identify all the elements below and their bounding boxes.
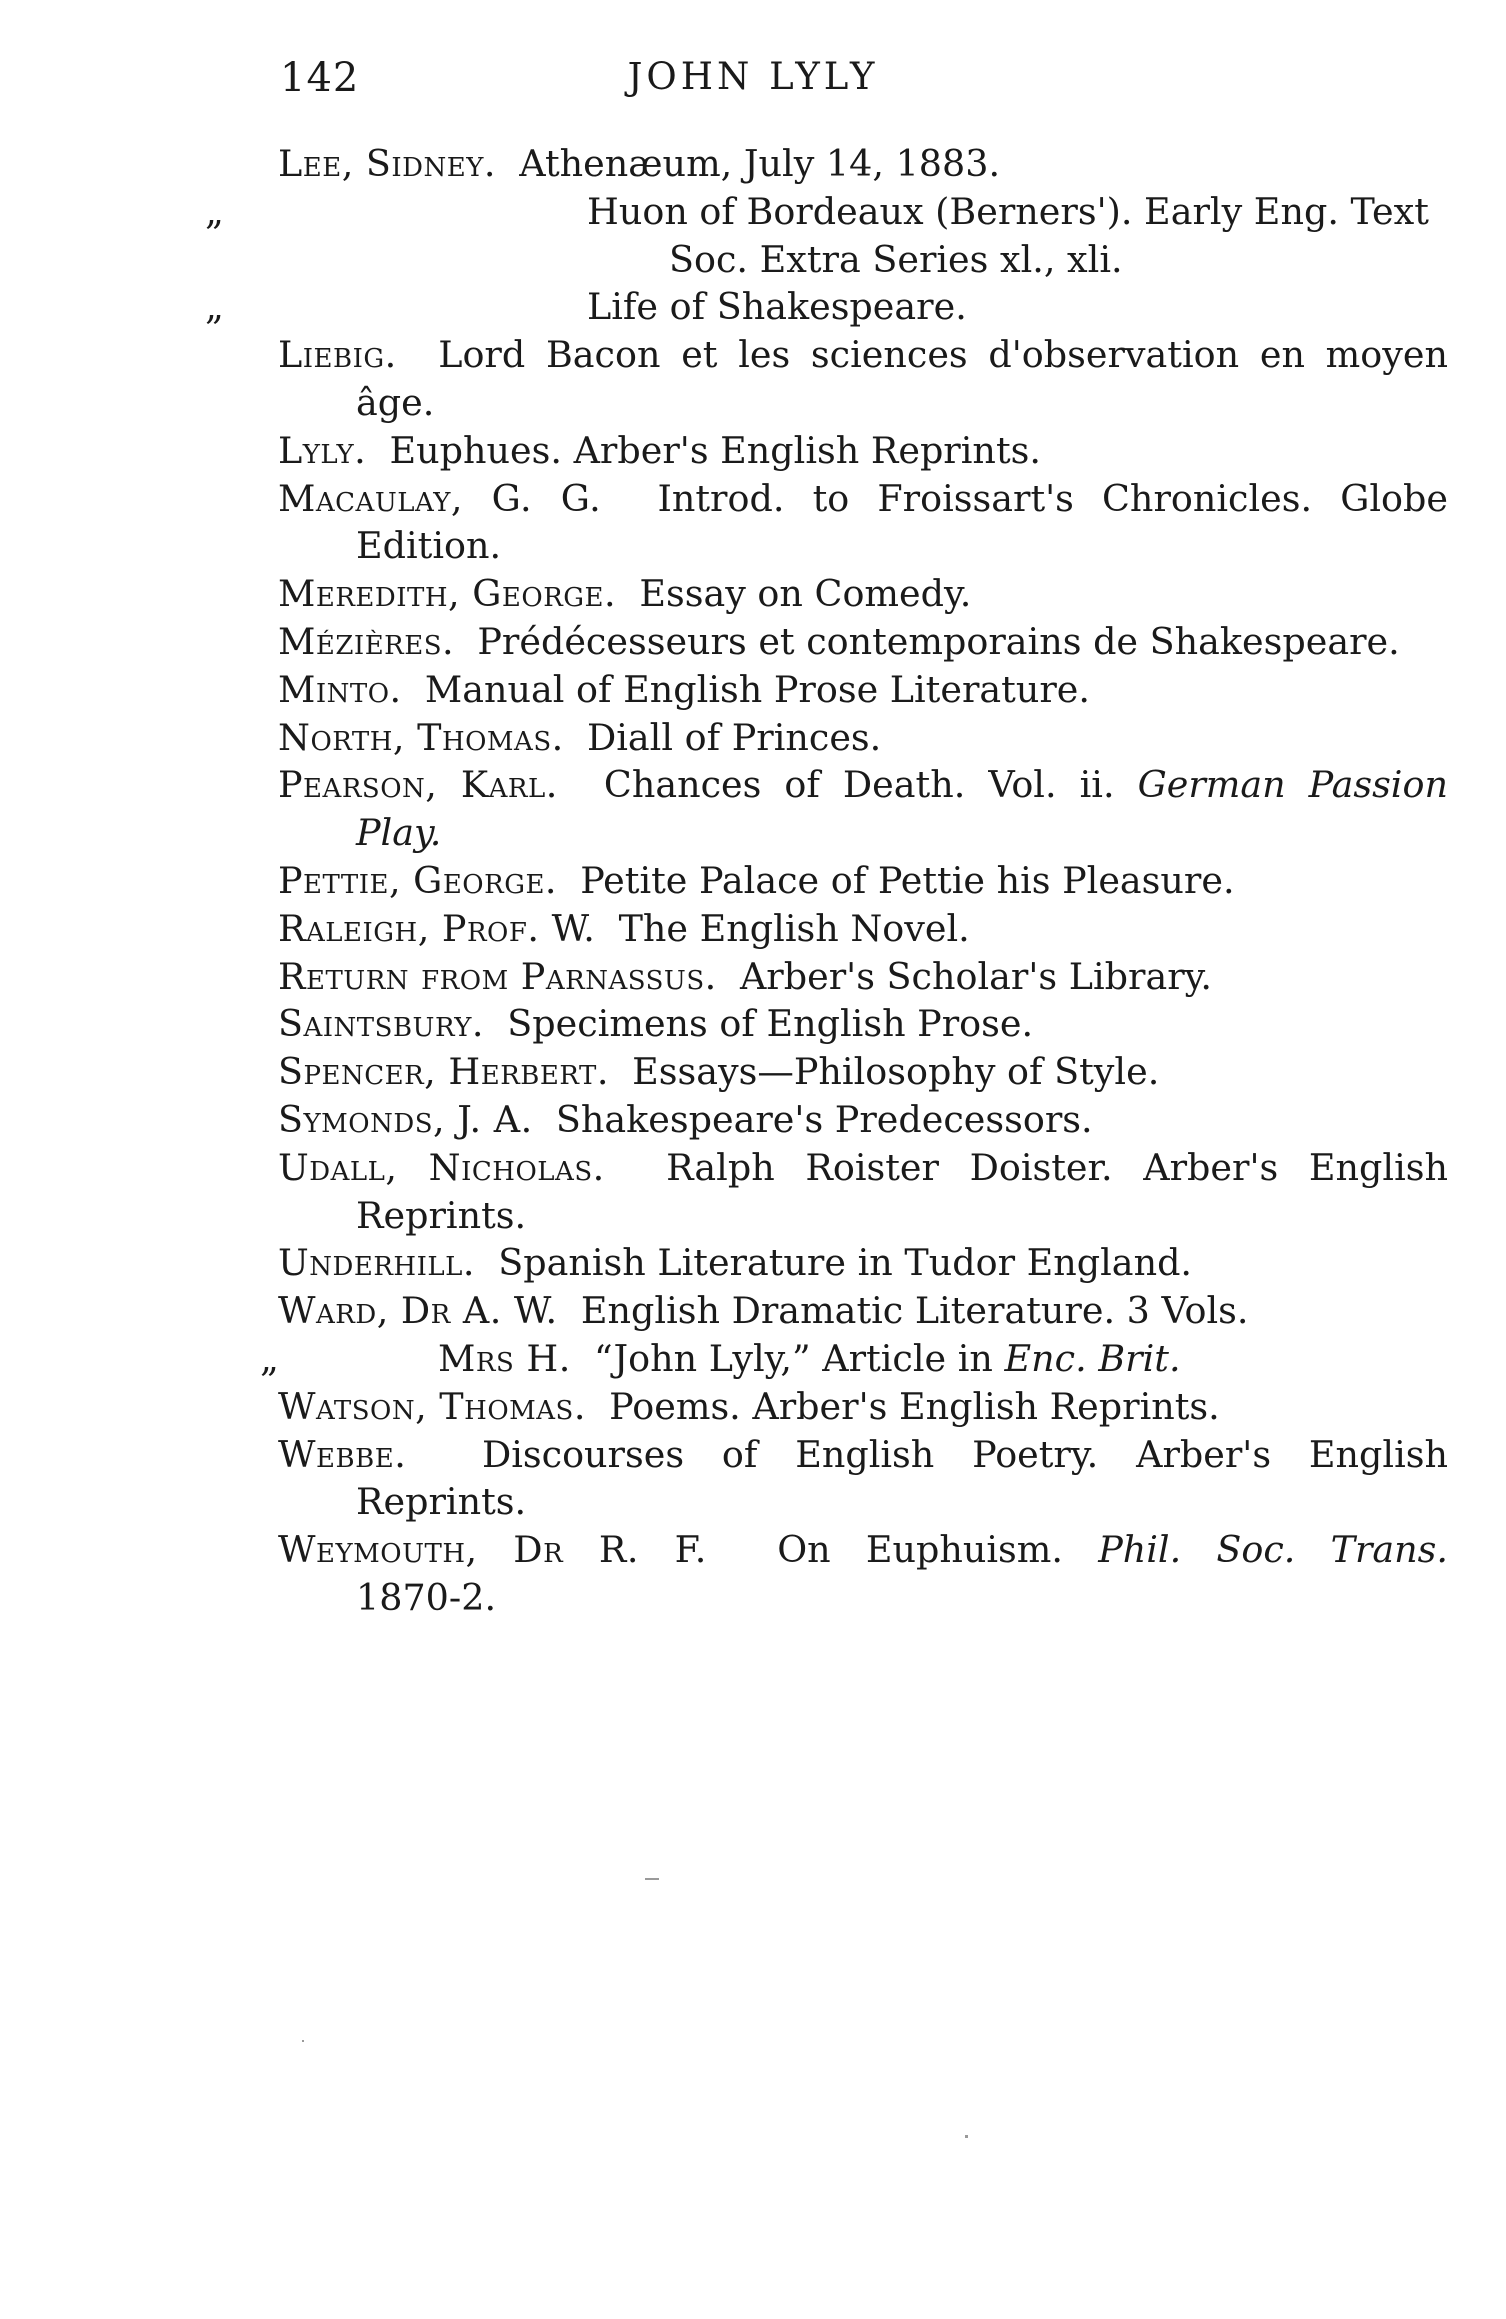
bib-text: Huon of Bordeaux (Berners'). Early Eng. Text bbox=[587, 189, 1429, 233]
running-head: JOHN LYLY bbox=[627, 55, 879, 98]
bib-entry bbox=[278, 857, 1448, 905]
bib-text: Essays—Philosophy of Style. bbox=[632, 1050, 1160, 1094]
bib-author: Underhill. bbox=[278, 1241, 475, 1285]
bib-entry bbox=[278, 1096, 1448, 1144]
bib-text: Poems. Arber's English Reprints. bbox=[609, 1384, 1220, 1428]
bib-entry bbox=[278, 1526, 1448, 1622]
ditto-mark: „ bbox=[260, 1336, 279, 1380]
bib-entry bbox=[278, 1287, 1448, 1335]
bib-entry bbox=[278, 1144, 1448, 1240]
bib-text: Essay on Comedy. bbox=[639, 572, 972, 616]
bib-author: Watson, Thomas. bbox=[278, 1384, 586, 1428]
bib-text: Prédécesseurs et contemporains de Shakespeare. bbox=[477, 619, 1400, 663]
bib-author: Saintsbury. bbox=[278, 1002, 485, 1046]
bib-author: Minto. bbox=[278, 667, 402, 711]
bib-text: Life of Shakespeare. bbox=[587, 285, 967, 329]
bib-author: Mézières. bbox=[278, 619, 455, 663]
bib-author: Pettie, George. bbox=[278, 858, 558, 902]
bib-text: Manual of English Prose Literature. bbox=[424, 667, 1090, 711]
bib-entry bbox=[278, 761, 1448, 857]
ditto-mark: „ bbox=[205, 189, 224, 233]
bib-entry bbox=[278, 1383, 1448, 1431]
bib-author: Spencer, Herbert. bbox=[278, 1050, 609, 1094]
bib-author: Symonds, J. A. bbox=[278, 1097, 533, 1141]
bib-author: Webbe. bbox=[278, 1432, 407, 1476]
bib-text: Petite Palace of Pettie his Pleasure. bbox=[580, 858, 1235, 902]
ditto-mark: „ bbox=[205, 285, 224, 329]
bib-author: Raleigh, Prof. W. bbox=[278, 906, 596, 950]
bib-italic-title: German Passion Play. bbox=[356, 763, 1448, 855]
bib-entry bbox=[205, 283, 1448, 331]
bib-text: “John Lyly,” Article in bbox=[594, 1336, 993, 1380]
bib-text: Diall of Princes. bbox=[586, 715, 882, 759]
bib-entry bbox=[278, 905, 1448, 953]
bib-entry bbox=[278, 1431, 1448, 1527]
bib-entry bbox=[278, 618, 1448, 666]
bib-author: Udall, Nicholas. bbox=[278, 1145, 605, 1189]
bib-entry bbox=[278, 140, 1448, 188]
bib-text: Introd. to Froissart's Chronicles. Globe Edition. bbox=[356, 476, 1448, 568]
bib-author: Lee, Sidney. bbox=[278, 142, 497, 185]
page-blemish bbox=[302, 2040, 304, 2042]
bib-continuation: Soc. Extra Series xl., xli. bbox=[669, 237, 1123, 281]
bib-author: North, Thomas. bbox=[278, 715, 564, 759]
bib-text: Arber's Scholar's Library. bbox=[739, 954, 1213, 998]
bib-text: Ralph Roister Doister. Arber's English Reprints. bbox=[356, 1145, 1448, 1237]
bib-text: English Dramatic Literature. 3 Vols. bbox=[580, 1289, 1249, 1333]
bib-author: Ward, Dr A. W. bbox=[278, 1289, 558, 1333]
bib-text: Lord Bacon et les sciences d'observation en moyen âge. bbox=[356, 333, 1448, 424]
bib-entry bbox=[278, 331, 1448, 427]
bib-italic-title: Phil. Soc. Trans. bbox=[1098, 1528, 1448, 1572]
bib-text: Discourses of English Poetry. Arber's English Reprints. bbox=[356, 1432, 1448, 1524]
bib-author: Pearson, Karl. bbox=[278, 763, 558, 807]
bib-author: Mrs H. bbox=[438, 1336, 571, 1380]
bib-author: Return from Parnassus. bbox=[278, 954, 717, 998]
bib-entry bbox=[278, 427, 1448, 475]
page-blemish bbox=[645, 1878, 659, 1880]
bib-author: Macaulay, G. G. bbox=[278, 476, 602, 520]
bib-entry bbox=[278, 953, 1448, 1001]
bib-author: Liebig. bbox=[278, 333, 397, 377]
bib-text: Chances of Death. Vol. ii. bbox=[603, 763, 1115, 807]
bib-text: Euphues. Arber's English Reprints. bbox=[389, 428, 1041, 472]
bib-entry bbox=[278, 1239, 1448, 1287]
page-number: 142 bbox=[280, 55, 360, 101]
bib-author: Lyly. bbox=[278, 428, 367, 472]
bib-text: Specimens of English Prose. bbox=[507, 1002, 1034, 1046]
bib-text: The English Novel. bbox=[618, 906, 970, 950]
bib-italic-title: Enc. Brit. bbox=[1004, 1336, 1181, 1380]
bib-text: Athenæum, July 14, 1883. bbox=[519, 142, 1001, 185]
bib-entry bbox=[278, 570, 1448, 618]
bib-text: Shakespeare's Predecessors. bbox=[555, 1097, 1093, 1141]
bibliography-list bbox=[205, 140, 1448, 1622]
bib-entry bbox=[205, 188, 1448, 284]
bib-entry bbox=[278, 475, 1448, 571]
bib-author: Weymouth, Dr R. F. bbox=[278, 1528, 707, 1572]
bib-author: Meredith, George. bbox=[278, 572, 617, 616]
bib-entry bbox=[260, 1335, 1448, 1383]
bib-text: Spanish Literature in Tudor England. bbox=[498, 1241, 1193, 1285]
bib-entry bbox=[278, 714, 1448, 762]
bib-text: On Euphuism. bbox=[777, 1528, 1063, 1572]
bib-entry bbox=[278, 1048, 1448, 1096]
bib-entry bbox=[278, 666, 1448, 714]
bib-text-after: 1870-2. bbox=[356, 1575, 497, 1619]
page-blemish bbox=[965, 2135, 968, 2138]
bib-entry bbox=[278, 1000, 1448, 1048]
